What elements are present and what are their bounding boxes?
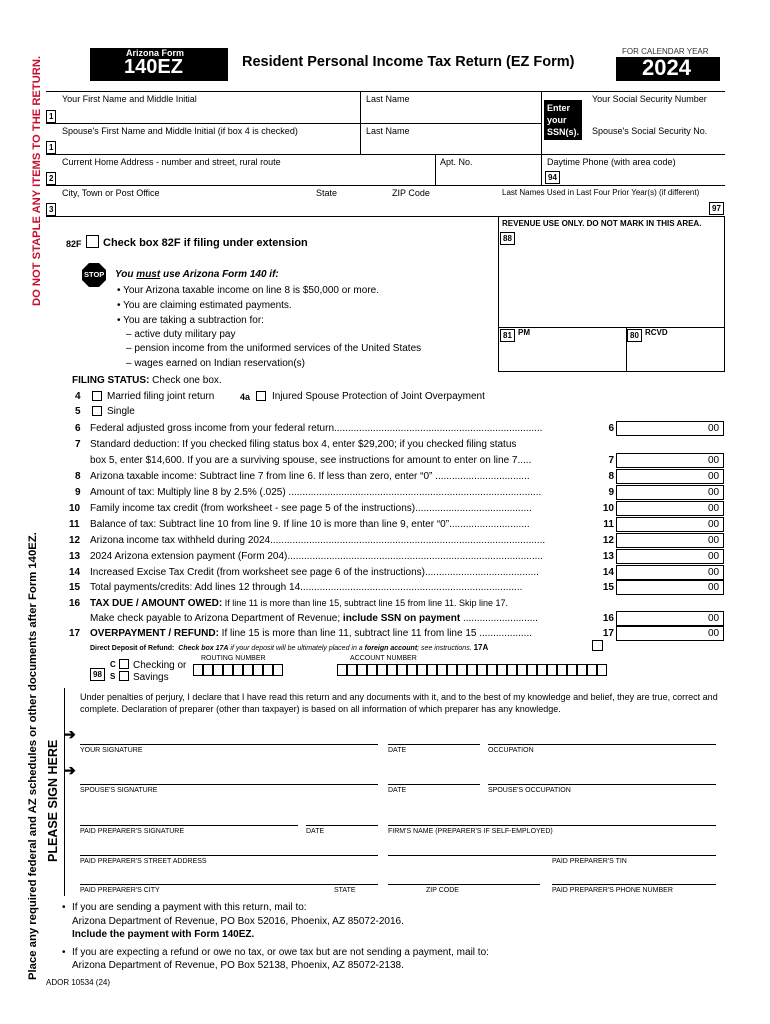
checking-checkbox[interactable] [119,659,129,669]
line-text: Federal adjusted gross income from your federal return........................................................................... [90,423,543,434]
routing-number-input[interactable] [193,664,283,676]
stop-bullet-2: • You are claiming estimated payments. [117,300,292,311]
preparer-zip-field[interactable]: ZIP CODE [426,887,459,894]
stop-sub-3: – wages earned on Indian reservation(s) [126,358,305,369]
fs4a-label: Injured Spouse Protection of Joint Overpayment [272,391,485,402]
line-text: 2024 Arizona extension payment (Form 204)............................................................................................ [90,551,543,562]
line-cents: 00 [708,551,720,562]
line1b-tag: 1 [46,141,56,154]
stop-bullet-1: • Your Arizona taxable income on line 8 is $50,000 or more. [117,285,379,296]
city-field[interactable]: City, Town or Post Office [62,188,160,198]
fs4-label: Married filing joint return [107,391,215,402]
line-cents: 00 [708,455,720,466]
year-block [604,44,722,84]
line-cents: 00 [708,503,720,514]
firm-name-field[interactable]: FIRM'S NAME (PREPARER'S IF SELF-EMPLOYED) [388,828,553,835]
line-cents: 00 [708,535,720,546]
line-text: Balance of tax: Subtract line 10 from line 9. If line 10 is more than line 9, enter “0”............................. [90,519,530,530]
line-text: Increased Excise Tax Credit (from worksheet see page 6 of the instructions)......................................... [90,567,539,578]
form-label: Arizona Form [126,48,185,58]
mail-payment-address: Arizona Department of Revenue, PO Box 52016, Phoenix, AZ 85072-2016. [72,916,404,927]
line16-box-number: 16 [602,613,614,624]
tax-year: 2024 [642,55,691,80]
ext-label: Check box 82F if filing under extension [103,237,308,249]
arrow-right-icon: ➔ [64,726,76,742]
rev-rcvd: RCVD [645,328,668,337]
rev80-tag: 80 [627,329,642,342]
mail-bullet-2: • [62,947,66,958]
rev81-tag: 81 [500,329,515,342]
line94-tag: 94 [545,171,560,184]
ext-code: 82F [66,239,82,249]
married-joint-checkbox[interactable] [92,391,102,401]
line-number: 11 [69,519,80,530]
line-cents: 00 [708,423,720,434]
date-field[interactable]: DATE [388,747,407,754]
preparer-phone-field[interactable]: PAID PREPARER'S PHONE NUMBER [552,887,673,894]
line-text: Total payments/credits: Add lines 12 through 14................................................................................ [90,582,523,593]
fs5-label: Single [107,406,135,417]
preparer-tin-field[interactable]: PAID PREPARER'S TIN [552,858,627,865]
fs4a-num: 4a [240,392,251,402]
rev88-tag: 88 [500,232,515,245]
line-box-number: 10 [602,503,614,514]
preparer-state-field[interactable]: STATE [334,887,356,894]
single-checkbox[interactable] [92,406,102,416]
fs5-num: 5 [75,406,81,417]
line3-tag: 3 [46,203,56,216]
mail-bullet-1: • [62,902,66,913]
stop-sub-2: – pension income from the uniformed services of the United States [126,343,422,354]
line17-text: OVERPAYMENT / REFUND: If line 15 is more than line 11, subtract line 11 from line 15 ................... [90,628,533,639]
line-box-number: 12 [602,535,614,546]
zip-field[interactable]: ZIP Code [392,188,430,198]
line-box-number: 15 [602,582,614,593]
form-title: Resident Personal Income Tax Return (EZ Form) [242,54,575,70]
foreign-account-checkbox[interactable] [592,640,603,651]
injured-spouse-checkbox[interactable] [256,391,266,401]
line98-tag: 98 [90,668,105,681]
mail-payment-heading: If you are sending a payment with this return, mail to: [72,902,307,913]
staple-warning: DO NOT STAPLE ANY ITEMS TO THE RETURN. [31,55,43,306]
stop-icon-text: STOP [84,270,105,279]
line-text: Family income tax credit (from worksheet - see page 5 of the instructions).......................................... [90,503,532,514]
your-signature-field[interactable]: YOUR SIGNATURE [80,747,143,754]
line-number: 8 [75,471,81,482]
spouse-signature-field[interactable]: SPOUSE'S SIGNATURE [80,787,158,794]
preparer-city-field[interactable]: PAID PREPARER'S CITY [80,887,160,894]
spouse-first-name-field[interactable]: Spouse's First Name and Middle Initial (if box 4 is checked) [62,126,298,136]
savings-label: Savings [133,672,169,683]
stop-heading: You must use Arizona Form 140 if: [115,269,279,280]
preparer-signature-field[interactable]: PAID PREPARER'S SIGNATURE [80,828,185,835]
preparer-date-field[interactable]: DATE [306,828,325,835]
direct-deposit-instruction: Direct Deposit of Refund: Check box 17A if your deposit will be ultimately placed in a foreign account; see instructions. 17A [90,643,489,652]
line-box-number: 13 [602,551,614,562]
preparer-address-field[interactable]: PAID PREPARER'S STREET ADDRESS [80,858,207,865]
line-number: 6 [75,423,81,434]
attach-instruction: Place any required federal and AZ schedules or other documents after Form 140EZ. [27,532,39,980]
line-text: box 5, enter $14,600. If you are a surviving spouse, see instructions for amount to enter on line 7..... [90,455,532,466]
line-text: Standard deduction: If you checked filing status box 4, enter $29,200; if you checked filing status [90,439,517,450]
account-number-input[interactable] [337,664,607,676]
account-label: ACCOUNT NUMBER [350,655,417,662]
line-box-number: 9 [608,487,614,498]
spouse-last-name-field[interactable]: Last Name [366,126,410,136]
checking-code: C [110,660,116,669]
line-box-number: 8 [608,471,614,482]
line2-tag: 2 [46,172,56,185]
checking-label: Checking or [133,660,187,671]
line97-tag: 97 [709,202,724,215]
spouse-occupation-field[interactable]: SPOUSE'S OCCUPATION [488,787,571,794]
line-number: 12 [69,535,81,546]
phone-field[interactable]: Daytime Phone (with area code) [547,157,676,167]
arrow-right-icon: ➔ [64,762,76,778]
line-number: 10 [69,503,81,514]
line1-tag: 1 [46,110,56,123]
line17-number: 17 [69,628,81,639]
line-number: 13 [69,551,81,562]
mail-payment-note: Include the payment with Form 140EZ. [72,929,255,940]
form-number: 140EZ [124,56,183,78]
line-number: 15 [69,582,81,593]
line-cents: 00 [708,471,720,482]
form-number-block [90,48,228,81]
spouse-ssn-field[interactable]: Spouse's Social Security No. [592,126,708,136]
stop-sub-1: – active duty military pay [126,329,236,340]
apt-field[interactable]: Apt. No. [440,157,473,167]
state-field[interactable]: State [316,188,338,198]
line-box-number: 7 [608,455,614,466]
line-box-number: 11 [603,519,614,530]
line-cents: 00 [708,519,720,530]
line16-number: 16 [69,598,81,609]
line-number: 14 [69,567,81,578]
occupation-field[interactable]: OCCUPATION [488,747,534,754]
line-box-number: 6 [608,423,614,434]
please-sign-here: PLEASE SIGN HERE [46,739,60,862]
line-cents: 00 [708,582,720,593]
your-ssn-field[interactable]: Your Social Security Number [592,94,707,104]
savings-checkbox[interactable] [119,671,129,681]
form-footer-code: ADOR 10534 (24) [46,978,111,987]
spouse-date-field[interactable]: DATE [388,787,407,794]
line-text: Arizona income tax withheld during 2024................................................................................................... [90,535,546,546]
line-number: 9 [75,487,81,498]
address-field[interactable]: Current Home Address - number and street, rural route [62,157,281,167]
line16-text: TAX DUE / AMOUNT OWED: If line 11 is more than line 15, subtract line 15 from line 11. Skip line 17. [90,598,509,609]
line-number: 7 [75,439,81,450]
line16-cents: 00 [708,613,720,624]
perjury-statement: Under penalties of perjury, I declare that I have read this return and any documents with it, and to the best of my knowledge and belief, they are true, correct and complete. Declaration of preparer (other than taxpayer) is based on all information of which preparer has any knowledge. [80,692,718,714]
fs4-num: 4 [75,391,81,402]
mail-refund-heading: If you are expecting a refund or owe no tax, or owe tax but are not sending a payment, mail to: [72,947,489,958]
savings-code: S [110,672,116,681]
line-box-number: 14 [602,567,614,578]
enter-ssn-label: Enter your SSN(s). [544,100,582,140]
line-text: Arizona taxable income: Subtract line 7 from line 6. If less than zero, enter “0” .................................. [90,471,530,482]
for-calendar-year: FOR CALENDAR YEAR [622,47,709,56]
line16-text-b: Make check payable to Arizona Department of Revenue; include SSN on payment ........................... [90,613,538,624]
stop-bullet-3: • You are taking a subtraction for: [117,315,264,326]
line-cents: 00 [708,567,720,578]
line-text: Amount of tax: Multiply line 8 by 2.5% (.025) ........................................................................................... [90,487,542,498]
revenue-note: REVENUE USE ONLY. DO NOT MARK IN THIS AREA. [502,219,702,228]
mail-refund-address: Arizona Department of Revenue, PO Box 52138, Phoenix, AZ 85072-2138. [72,960,404,971]
first-name-field[interactable]: Your First Name and Middle Initial [62,94,197,104]
routing-label: ROUTING NUMBER [201,655,266,662]
rev-pm: PM [518,328,530,337]
line-cents: 00 [708,487,720,498]
prior-names-field[interactable]: Last Names Used in Last Four Prior Year(s) (if different) [502,188,700,197]
extension-checkbox[interactable] [86,235,99,248]
filing-status-heading: FILING STATUS: Check one box. [72,375,222,386]
last-name-field[interactable]: Last Name [366,94,410,104]
line17-box-number: 17 [602,628,614,639]
line17-cents: 00 [708,628,720,639]
